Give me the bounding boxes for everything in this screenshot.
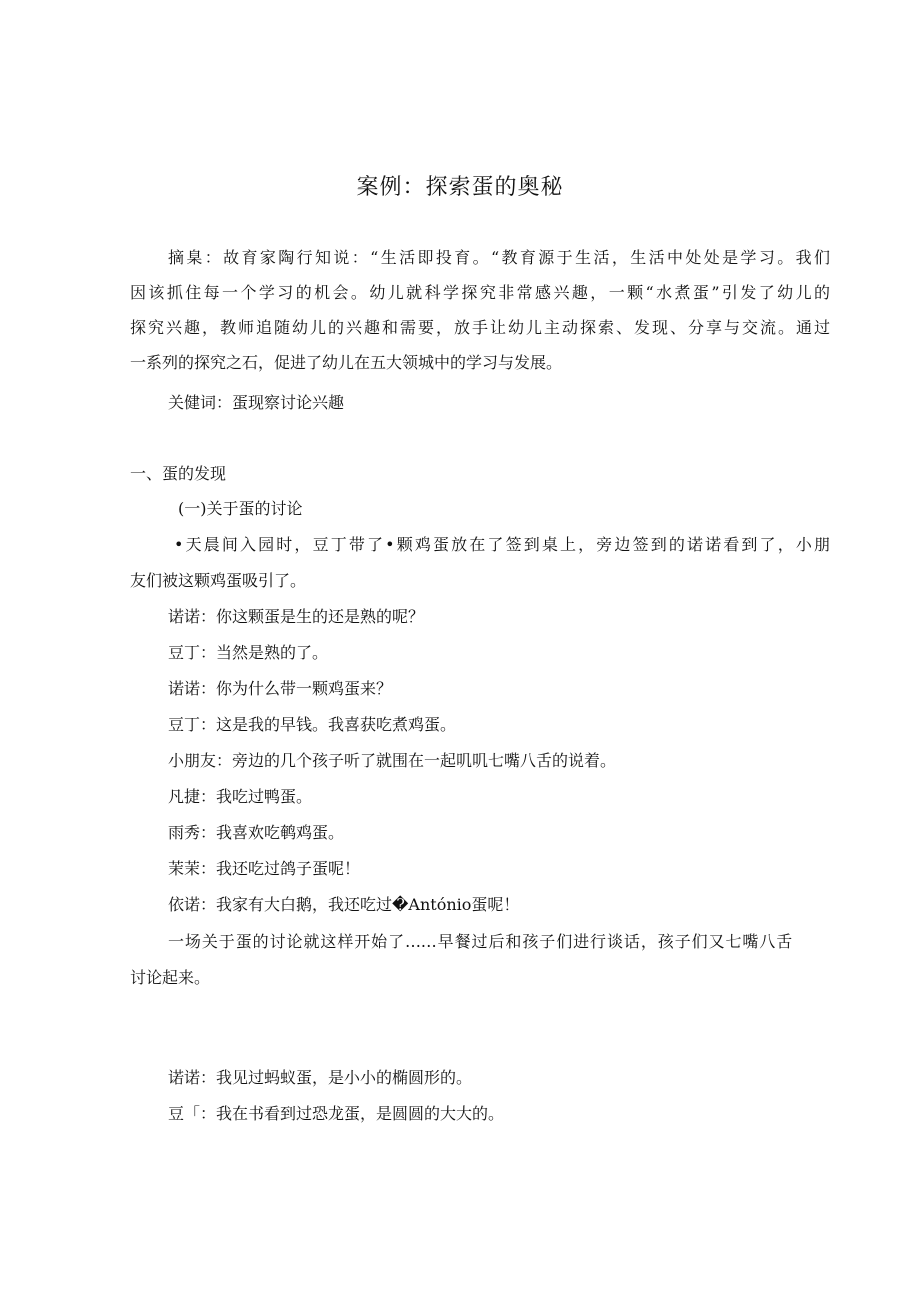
dialogue-line: 豆「：我在书看到过恐龙蛋，是圆圆的大大的。 <box>168 1104 505 1123</box>
abstract-line: 摘臬：故育家陶行知说：“生活即投育。“教育源于生活，生活中处处是学习。我们 <box>168 248 830 267</box>
dialogue-line: 豆丁：当然是熟的了。 <box>168 643 329 662</box>
dialogue-line: 诺诺：你这颗蛋是生的还是熟的呢？ <box>168 607 425 626</box>
transition-line: 一场关于蛋的讨论就这样开始了……早餐过后和孩子们进行谈话，孩子们又七嘴八舌 <box>168 932 792 951</box>
abstract-line: 因该抓住每一个学习的机会。幼儿就科学探究非常感兴趣，一颗“水煮蛋”引发了幼儿的 <box>130 283 830 302</box>
transition-line: 讨论起来。 <box>130 968 211 987</box>
keywords-line: 关健词：蛋现察讨论兴趣 <box>168 393 345 412</box>
intro-line: •天晨间入园时，豆丁带了•颗鸡蛋放在了签到桌上，旁边签到的诺诺看到了，小朋 <box>174 535 830 554</box>
document-title: 案例：探索蛋的奥秘 <box>356 175 564 200</box>
section-heading: 一、蛋的发现 <box>130 464 227 483</box>
dialogue-line: 豆丁：这是我的早钱。我喜获吃煮鸡蛋。 <box>168 715 457 734</box>
dialogue-line: 诺诺：我见过蚂蚁蛋，是小小的椭圆形的。 <box>168 1068 473 1087</box>
abstract-line: 一系列的探究之石，促进了幼儿在五大领城中的学习与发展。 <box>130 353 563 372</box>
dialogue-line: 诺诺：你为什么带一颗鸡蛋来？ <box>168 679 393 698</box>
subsection-heading: (一)关于蛋的讨论 <box>178 499 303 518</box>
dialogue-line: 凡捷：我吃过鸭蛋。 <box>168 787 313 806</box>
intro-line: 友们被这颗鸡蛋吸引了。 <box>130 571 307 590</box>
dialogue-line: 小朋友：旁边的几个孩子听了就围在一起叽叽七嘴八舌的说着。 <box>168 751 617 770</box>
dialogue-line: 依诺：我家有大白鹅，我还吃过�António蛋呢！ <box>168 895 520 914</box>
dialogue-line: 雨秀：我喜欢吃鹌鸡蛋。 <box>168 823 345 842</box>
abstract-line: 探究兴趣，教师追随幼儿的兴趣和需要，放手让幼儿主动探索、发现、分享与交流。通过 <box>130 318 830 337</box>
dialogue-line: 茉茉：我还吃过鸽子蛋呢！ <box>168 859 361 878</box>
